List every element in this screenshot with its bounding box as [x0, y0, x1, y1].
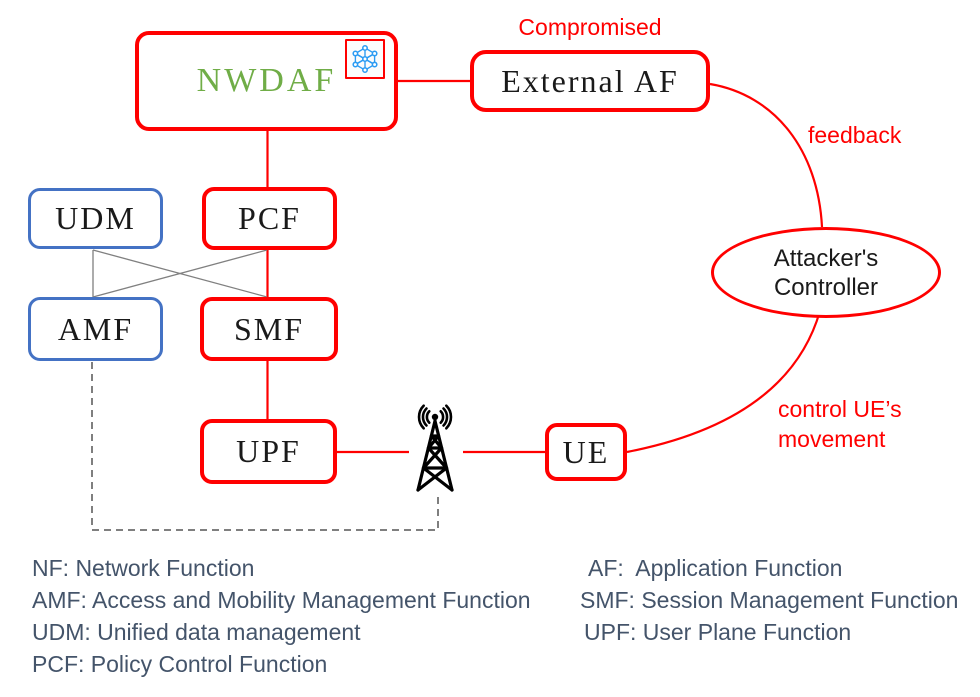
pcf-label: PCF: [238, 200, 301, 236]
legend-left: [32, 552, 531, 680]
gray-connectors: [93, 250, 267, 297]
amf-node: [28, 297, 163, 361]
legend-item-upf: UPF: User Plane Function: [584, 619, 852, 645]
upf-node: [200, 419, 337, 484]
legend-item-nf: NF: Network Function: [32, 555, 255, 581]
amf-label: AMF: [57, 310, 134, 347]
nwdaf-node: [135, 31, 398, 131]
legend-item-pcf: PCF: Policy Control Function: [32, 651, 328, 677]
nwdaf-label: NWDAF: [196, 62, 337, 99]
udm-label: UDM: [55, 200, 136, 236]
legend-right: [580, 552, 958, 648]
compromised-label: [470, 14, 710, 41]
pcf-node: [202, 187, 337, 250]
udm-node: [28, 188, 163, 249]
ue-node: [545, 423, 627, 481]
legend-item-af: AF: Application Function: [588, 555, 843, 581]
smf-node: [200, 297, 338, 361]
neural-network-icon: [345, 39, 385, 79]
external-af-node: [470, 50, 710, 112]
ue-label: UE: [562, 433, 610, 470]
smf-label: SMF: [233, 310, 305, 347]
legend-item-udm: UDM: Unified data management: [32, 619, 361, 645]
legend-item-smf: SMF: Session Management Function: [580, 587, 959, 613]
compromised-text: Compromised: [518, 14, 662, 40]
upf-label: UPF: [236, 433, 301, 469]
legend-item-amf: AMF: Access and Mobility Management Function: [32, 587, 531, 613]
attacker-controller-node: [711, 227, 941, 318]
cell-tower-icon: [403, 402, 467, 501]
feedback-label: feedback: [808, 122, 902, 148]
control-movement-label: control UE’s movement: [778, 396, 902, 452]
external-af-label: External AF: [501, 62, 679, 99]
attacker-controller-label: Attacker's Controller: [773, 244, 879, 301]
